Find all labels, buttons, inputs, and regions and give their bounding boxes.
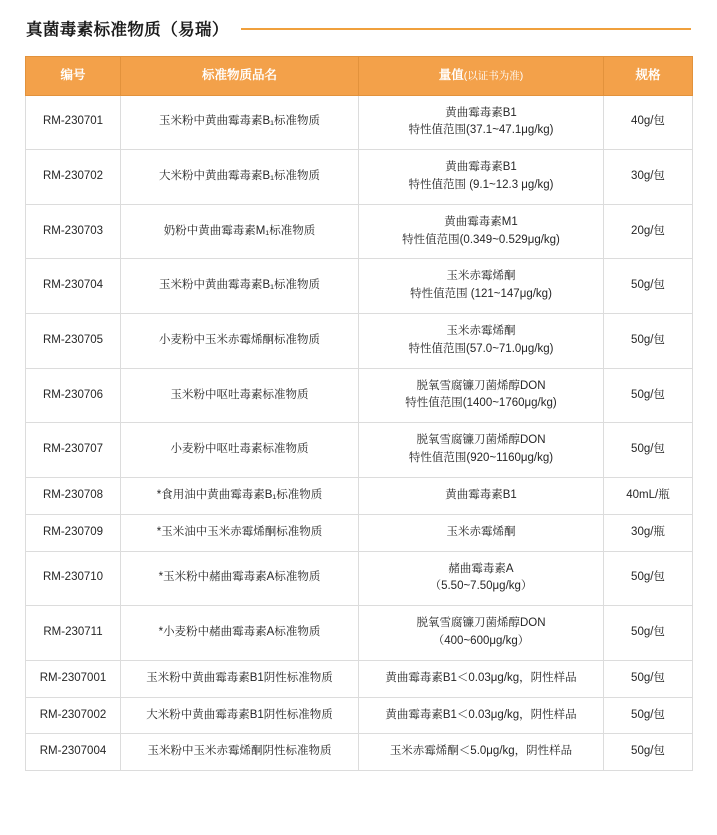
cell-code: RM-230705 [26,314,121,369]
cell-value-line2: 特性值范围(1400~1760μg/kg) [405,397,557,410]
cell-value-line1: 脱氧雪腐镰刀菌烯醇DON [416,434,546,447]
cell-value [359,660,604,697]
cell-value-line1: 黄曲霉毒素B1 [445,106,517,119]
table-row [26,314,693,369]
cell-value-line1: 玉米赤霉烯酮＜5.0μg/kg，阴性样品 [389,745,573,758]
page-title: 真菌毒素标准物质（易瑞） [26,21,229,39]
cell-value-line2: （5.50~7.50μg/kg） [429,580,533,593]
cell-value [359,551,604,606]
cell-value-line1: 玉米赤霉烯酮 [446,525,516,538]
cell-name: *食用油中黄曲霉毒素B₁标准物质 [121,477,359,514]
table-header-row [26,57,693,96]
cell-code: RM-230709 [26,514,121,551]
cell-value-line2: （400~600μg/kg） [432,634,530,647]
cell-value [359,697,604,734]
cell-value [359,514,604,551]
table-row [26,697,693,734]
cell-value-line1: 黄曲霉毒素B1＜0.03μg/kg，阴性样品 [385,671,577,684]
cell-name: *玉米粉中赭曲霉毒素A标准物质 [121,551,359,606]
cell-spec: 50g/包 [604,697,693,734]
cell-name: 大米粉中黄曲霉毒素B₁标准物质 [121,150,359,205]
cell-code: RM-2307002 [26,697,121,734]
cell-name: 小麦粉中呕吐毒素标准物质 [121,423,359,478]
title-divider-rule [241,28,691,30]
cell-name: *小麦粉中赭曲霉毒素A标准物质 [121,606,359,661]
cell-name: 大米粉中黄曲霉毒素B1阴性标准物质 [121,697,359,734]
cell-code: RM-230702 [26,150,121,205]
cell-value-line2: 特性值范围 (121~147μg/kg) [410,288,552,301]
table-row [26,368,693,423]
cell-value [359,150,604,205]
table-row [26,95,693,150]
table-container [0,40,717,771]
cell-name: 玉米粉中呕吐毒素标准物质 [121,368,359,423]
cell-value [359,477,604,514]
cell-value-line1: 黄曲霉毒素B1 [445,488,517,501]
cell-value-line1: 脱氧雪腐镰刀菌烯醇DON [416,617,546,630]
cell-spec: 40mL/瓶 [604,477,693,514]
table-row [26,150,693,205]
column-header-value [359,57,604,96]
table-row [26,259,693,314]
column-header-spec: 规格 [604,57,693,96]
cell-value [359,314,604,369]
column-header-name: 标准物质品名 [121,57,359,96]
table-row [26,423,693,478]
cell-value-line1: 玉米赤霉烯酮 [446,270,516,283]
cell-value-line1: 脱氧雪腐镰刀菌烯醇DON [416,379,546,392]
cell-spec: 30g/包 [604,150,693,205]
cell-code: RM-230708 [26,477,121,514]
cell-code: RM-230707 [26,423,121,478]
cell-name: 玉米粉中黄曲霉毒素B₁标准物质 [121,259,359,314]
cell-code: RM-2307004 [26,734,121,771]
cell-value-line1: 黄曲霉毒素B1 [445,161,517,174]
cell-spec: 50g/包 [604,314,693,369]
cell-value [359,423,604,478]
cell-value-line2: 特性值范围(57.0~71.0μg/kg) [408,342,554,355]
page-title-row [0,0,717,40]
table-row [26,204,693,259]
cell-spec: 50g/包 [604,368,693,423]
cell-spec: 50g/包 [604,551,693,606]
column-header-value-note: (以证书为准) [463,70,524,82]
cell-value [359,95,604,150]
cell-name: *玉米油中玉米赤霉烯酮标准物质 [121,514,359,551]
column-header-code: 编号 [26,57,121,96]
cell-value [359,734,604,771]
cell-code: RM-230710 [26,551,121,606]
cell-value-line2: 特性值范围(37.1~47.1μg/kg) [408,124,554,137]
table-row [26,734,693,771]
cell-spec: 20g/包 [604,204,693,259]
cell-value-line1: 赭曲霉毒素A [448,562,514,575]
reference-materials-table [25,56,693,771]
cell-value [359,259,604,314]
cell-value-line1: 玉米赤霉烯酮 [446,325,516,337]
table-header [26,57,693,96]
cell-spec: 50g/包 [604,423,693,478]
cell-spec: 30g/瓶 [604,514,693,551]
cell-spec: 50g/包 [604,606,693,661]
cell-value-line1: 黄曲霉毒素M1 [444,215,518,228]
cell-name: 玉米粉中黄曲霉毒素B₁标准物质 [121,95,359,150]
table-row [26,606,693,661]
cell-code: RM-230711 [26,606,121,661]
cell-name: 小麦粉中玉米赤霉烯酮标准物质 [121,314,359,369]
cell-name: 奶粉中黄曲霉毒素M₁标准物质 [121,204,359,259]
cell-code: RM-230703 [26,204,121,259]
cell-code: RM-230706 [26,368,121,423]
cell-value [359,368,604,423]
cell-code: RM-230701 [26,95,121,150]
cell-value-line2: 特性值范围 (9.1~12.3 μg/kg) [408,178,554,191]
cell-spec: 50g/包 [604,660,693,697]
cell-value-line1: 黄曲霉毒素B1＜0.03μg/kg，阴性样品 [385,708,577,721]
cell-spec: 50g/包 [604,259,693,314]
column-header-value-main: 量值 [438,68,464,82]
cell-value [359,606,604,661]
table-row [26,660,693,697]
cell-value-line2: 特性值范围(0.349~0.529μg/kg) [402,233,560,246]
cell-name: 玉米粉中黄曲霉毒素B1阴性标准物质 [121,660,359,697]
cell-value-line2: 特性值范围(920~1160μg/kg) [408,452,554,465]
table-row [26,514,693,551]
cell-code: RM-2307001 [26,660,121,697]
cell-spec: 40g/包 [604,95,693,150]
cell-name: 玉米粉中玉米赤霉烯酮阴性标准物质 [121,734,359,771]
cell-value [359,204,604,259]
table-body [26,95,693,771]
table-row [26,551,693,606]
cell-code: RM-230704 [26,259,121,314]
table-row [26,477,693,514]
cell-spec: 50g/包 [604,734,693,771]
